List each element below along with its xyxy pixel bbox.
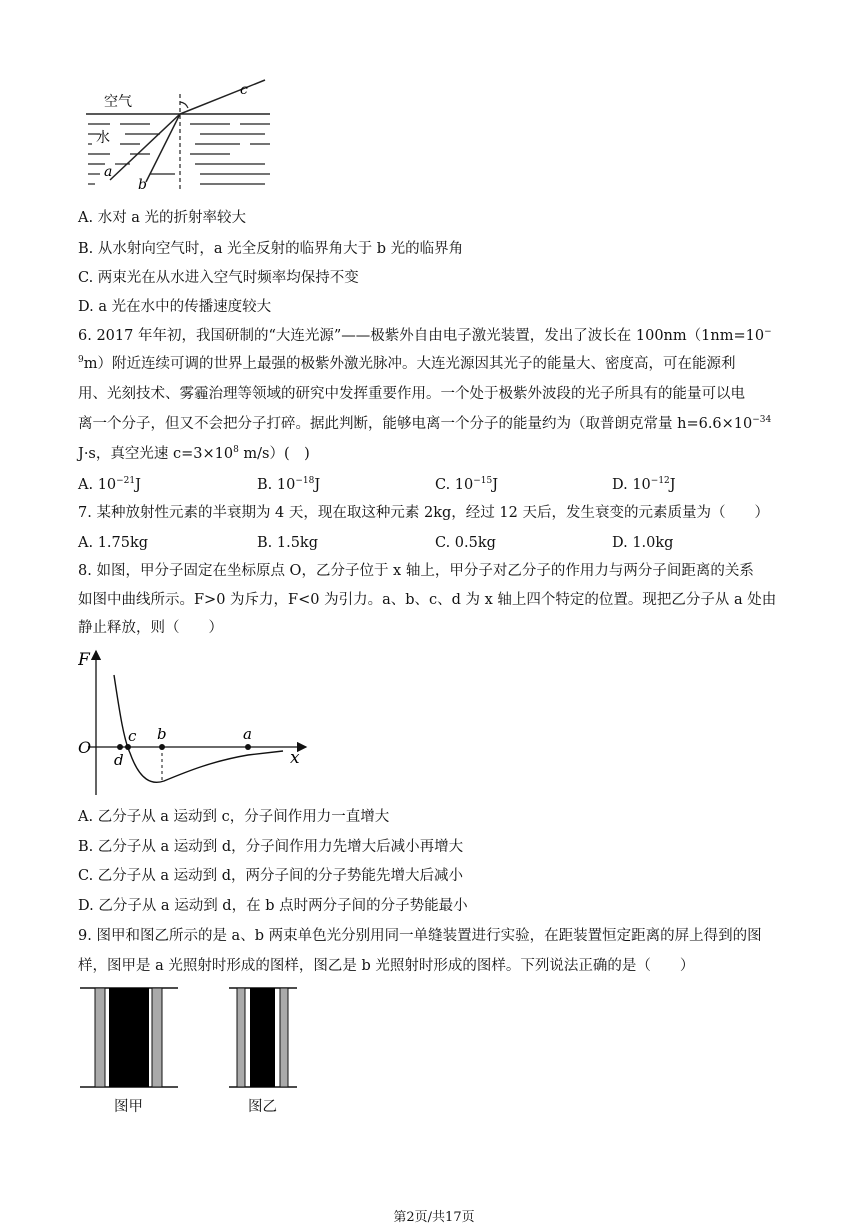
refraction-figure: [80, 72, 280, 194]
q6-line-2: $^9$m）附近连续可调的世界上最强的极紫外激光脉冲。大连光源因其光子的能量大、密度高，可在能源利: [78, 355, 736, 372]
label-a: a: [243, 725, 252, 743]
q7-option-c: C. 0.5kg: [435, 535, 496, 551]
origin-label: O: [78, 738, 92, 757]
ray-a-label: a: [104, 164, 113, 180]
q7-option-a: A. 1.75kg: [78, 535, 149, 551]
x-axis-label: x: [290, 748, 300, 768]
q7-option-b: B. 1.5kg: [257, 535, 319, 551]
q5-option-a: A. 水对 a 光的折射率较大: [78, 210, 247, 226]
caption-yi: 图乙: [248, 1099, 277, 1115]
q5-option-c: C. 两束光在从水进入空气时频率均保持不变: [78, 270, 359, 286]
ray-b-label: b: [138, 177, 147, 193]
q8-option-a: A. 乙分子从 a 运动到 c，分子间作用力一直增大: [78, 809, 390, 825]
q6-option-d: D. $10^{-12}J$: [612, 476, 676, 493]
q6-option-c: C. $10^{-15}J$: [435, 476, 499, 493]
q7-stem: 7. 某种放射性元素的半衰期为 4 天，现在取这种元素 2kg，经过 12 天后，发生衰变的元素质量为（ ）: [78, 505, 769, 521]
force-curve: [114, 675, 283, 782]
label-d: d: [114, 751, 124, 769]
caption-jia: 图甲: [114, 1099, 143, 1115]
q9-line-1: 9. 图甲和图乙所示的是 a、b 两束单色光分别用同一单缝装置进行实验，在距装置恒定距离的屏上得到的图: [78, 928, 762, 944]
ray-c-label: c: [240, 82, 248, 98]
q6-option-b: B. $10^{-18}J$: [257, 476, 321, 493]
force-distance-graph: [78, 645, 318, 805]
q5-option-b: B. 从水射向空气时，a 光全反射的临界角大于 b 光的临界角: [78, 241, 464, 257]
water-label: 水: [96, 130, 110, 146]
label-c: c: [128, 727, 137, 745]
f-axis-label: F: [78, 650, 90, 670]
q9-line-2: 样，图甲是 a 光照射时形成的图样，图乙是 b 光照射时形成的图样。下列说法正确的是（ ）: [78, 958, 695, 974]
q8-line-2: 如图中曲线所示。F>0 为斥力，F<0 为引力。a、b、c、d 为 x 轴上四个特定的位置。现把乙分子从 a 处由: [78, 592, 777, 608]
q6-line-5: J·s，真空光速 $c=3\times 10^8$ m/s）( ): [78, 445, 310, 462]
q8-option-c: C. 乙分子从 a 运动到 d，两分子间的分子势能先增大后减小: [78, 868, 464, 884]
q6-line-3: 用、光刻技术、雾霾治理等领域的研究中发挥重要作用。一个处于极紫外波段的光子所具有的能量可以电: [78, 386, 745, 402]
air-label: 空气: [104, 94, 132, 110]
q5-option-d: D. a 光在水中的传播速度较大: [78, 299, 272, 315]
q8-option-b: B. 乙分子从 a 运动到 d，分子间作用力先增大后减小再增大: [78, 839, 464, 855]
label-b: b: [157, 725, 167, 743]
q7-option-d: D. 1.0kg: [612, 535, 674, 551]
diffraction-pattern-yi: [229, 986, 297, 1090]
page-footer: 第2页/共17页: [393, 1210, 475, 1225]
q8-option-d: D. 乙分子从 a 运动到 d，在 b 点时两分子间的分子势能最小: [78, 898, 468, 914]
q8-line-3: 静止释放，则（ ）: [78, 620, 223, 636]
q8-line-1: 8. 如图，甲分子固定在坐标原点 O，乙分子位于 x 轴上，甲分子对乙分子的作用力与两分子间距离的关系: [78, 563, 754, 579]
q6-option-a: A. $10^{-21}J$: [78, 476, 141, 493]
point-a: [245, 744, 251, 750]
point-b: [159, 744, 165, 750]
q6-line-1: 6. 2017 年年初，我国研制的“大连光源”——极紫外自由电子激光装置，发出了波长在 100nm（1nm=10−: [78, 327, 772, 344]
diffraction-pattern-jia: [80, 986, 178, 1090]
point-d: [117, 744, 123, 750]
q6-line-4: 离一个分子，但又不会把分子打碎。据此判断，能够电离一个分子的能量约为（取普朗克常量 $h=6.6\times 10^{-34}$: [78, 415, 772, 432]
